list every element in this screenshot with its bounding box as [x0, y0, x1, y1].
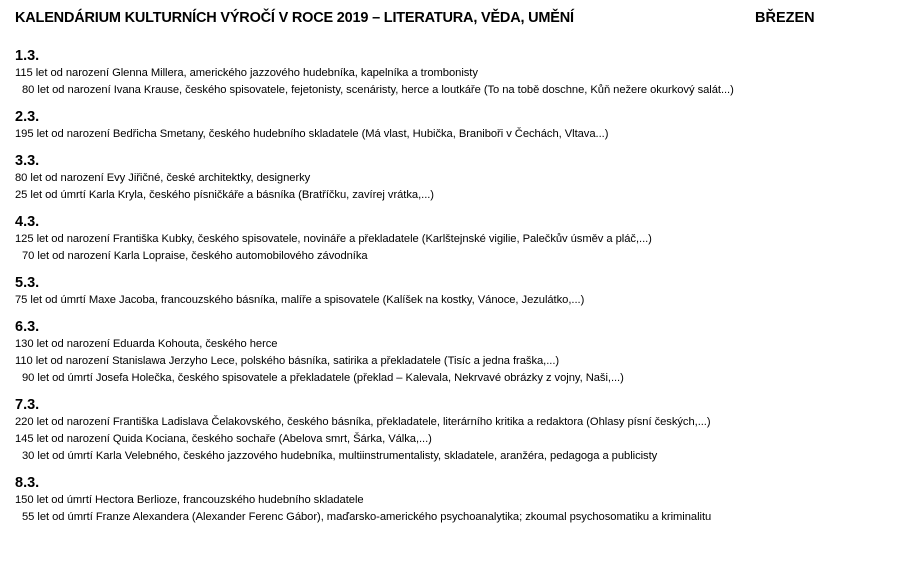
- anniversary-entry: 30 let od úmrtí Karla Velebného, českého jazzového hudebníka, multiinstrumentalisty, skladatele, aranžéra, pedagoga a publicisty: [22, 450, 658, 462]
- day-section: [15, 47, 900, 99]
- calendar-content: [15, 47, 900, 535]
- day-section: [15, 108, 900, 143]
- anniversary-entry: 55 let od úmrtí Franze Alexandera (Alexander Ferenc Gábor), maďarsko-amerického psychoanalytika; zkoumal psychosomatiku a kriminalitu: [22, 511, 712, 523]
- anniversary-entry: 25 let od úmrtí Karla Kryla, českého písničkáře a básníka (Bratříčku, zavírej vrátka,...): [15, 189, 434, 201]
- day-date: 3.3.: [15, 153, 40, 169]
- anniversary-entry: 110 let od narození Stanislawa Jerzyho Lece, polského básníka, satirika a překladatele (Tisíc a jedna fraška,...): [15, 355, 560, 367]
- anniversary-entry: 150 let od úmrtí Hectora Berlioze, francouzského hudebního skladatele: [15, 494, 364, 506]
- day-section: [15, 213, 900, 265]
- document-title: KALENDÁRIUM KULTURNÍCH VÝROČÍ V ROCE 2019 – LITERATURA, VĚDA, UMĚNÍ: [15, 10, 574, 26]
- anniversary-entry: 195 let od narození Bedřicha Smetany, českého hudebního skladatele (Má vlast, Hubička, Braniboři v Čechách, Vltava...): [15, 128, 609, 140]
- anniversary-entry: 70 let od narození Karla Lopraise, českého automobilového závodníka: [22, 250, 368, 262]
- anniversary-entry: 90 let od úmrtí Josefa Holečka, českého spisovatele a překladatele (překlad – Kalevala, Nekrvavé obrázky z vojny, Naši,...): [22, 372, 624, 384]
- day-section: [15, 474, 900, 526]
- anniversary-entry: 145 let od narození Quida Kociana, českého sochaře (Abelova smrt, Šárka, Válka,...): [15, 433, 432, 445]
- day-date: 1.3.: [15, 48, 40, 64]
- day-date: 4.3.: [15, 214, 40, 230]
- anniversary-entry: 75 let od úmrtí Maxe Jacoba, francouzského básníka, malíře a spisovatele (Kalíšek na kostky, Vánoce, Jezulátko,...): [15, 294, 585, 306]
- day-date: 6.3.: [15, 319, 40, 335]
- anniversary-entry: 80 let od narození Ivana Krause, českého spisovatele, fejetonisty, scenáristy, herce a loutkáře (To na tobě doschne, Kůň nežere okurkový salát...): [22, 84, 734, 96]
- month-label: BŘEZEN: [755, 10, 815, 26]
- document-header: [15, 10, 890, 32]
- day-date: 7.3.: [15, 397, 40, 413]
- day-section: [15, 396, 900, 465]
- day-date: 2.3.: [15, 109, 40, 125]
- anniversary-entry: 130 let od narození Eduarda Kohouta, českého herce: [15, 338, 278, 350]
- day-section: [15, 274, 900, 309]
- day-section: [15, 318, 900, 387]
- anniversary-entry: 125 let od narození Františka Kubky, českého spisovatele, novináře a překladatele (Karlštejnské vigilie, Palečkův úsměv a pláč,...): [15, 233, 652, 245]
- anniversary-entry: 220 let od narození Františka Ladislava Čelakovského, českého básníka, překladatele, literárního kritika a redaktora (Ohlasy písní českých,...): [15, 416, 711, 428]
- day-section: [15, 152, 900, 204]
- day-date: 5.3.: [15, 275, 40, 291]
- anniversary-entry: 80 let od narození Evy Jiřičné, české architektky, designerky: [15, 172, 311, 184]
- day-date: 8.3.: [15, 475, 40, 491]
- anniversary-entry: 115 let od narození Glenna Millera, amerického jazzového hudebníka, kapelníka a trombonisty: [15, 67, 478, 79]
